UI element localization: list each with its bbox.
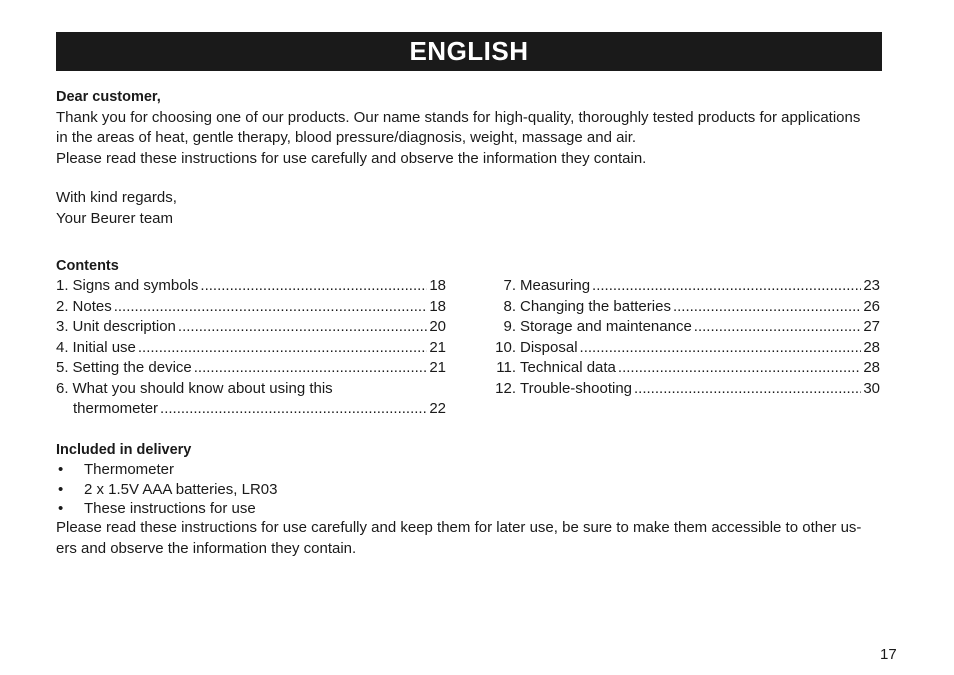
toc-entry[interactable] xyxy=(490,379,880,400)
toc-entry[interactable] xyxy=(490,358,880,379)
toc-entry-page: 28 xyxy=(863,359,880,376)
intro-line-1: Thank you for choosing one of our products. Our name stands for high-quality, thoroughly tested products for applications xyxy=(56,108,861,126)
toc-entry-page: 21 xyxy=(429,338,446,356)
intro-section xyxy=(56,87,906,169)
toc-entry[interactable] xyxy=(490,317,880,338)
toc-leader xyxy=(618,358,861,379)
language-banner xyxy=(56,32,882,71)
toc-entry[interactable] xyxy=(56,276,446,297)
intro-line-2: in the areas of heat, gentle therapy, blood pressure/diagnosis, weight, massage and air. xyxy=(56,129,637,146)
bullet-icon: • xyxy=(58,461,64,478)
toc-leader xyxy=(138,338,427,359)
toc-entry-number: 5. xyxy=(56,359,69,376)
toc-entry-number: 6. xyxy=(56,379,69,397)
toc-entry[interactable] xyxy=(56,317,446,338)
delivery-list xyxy=(56,460,277,519)
toc-entry[interactable] xyxy=(56,379,446,400)
toc-entry-label: Technical data xyxy=(520,359,616,376)
toc-entry-page: 27 xyxy=(863,318,880,335)
delivery-heading: Included in delivery xyxy=(56,442,192,458)
toc-entry-page: 28 xyxy=(863,338,880,356)
list-item xyxy=(56,460,277,480)
toc-entry-page: 26 xyxy=(863,297,880,315)
list-item xyxy=(56,499,277,519)
toc-entry-label: What you should know about using this xyxy=(72,379,333,397)
toc-left-column xyxy=(56,276,446,420)
toc-entry[interactable] xyxy=(56,358,446,379)
toc-entry-number: 9. xyxy=(503,318,516,335)
toc-leader xyxy=(200,276,427,297)
toc-entry[interactable] xyxy=(56,338,446,359)
bullet-icon: • xyxy=(58,500,64,517)
toc-entry-label: Initial use xyxy=(72,338,136,356)
toc-entry-label: Setting the device xyxy=(72,359,192,376)
toc-entry[interactable] xyxy=(490,276,880,297)
toc-entry-continuation[interactable] xyxy=(56,399,446,420)
contents-heading: Contents xyxy=(56,258,119,274)
regards-line-1: With kind regards, xyxy=(56,189,177,206)
list-item xyxy=(56,480,277,500)
regards-line-2: Your Beurer team xyxy=(56,209,174,227)
toc-entry-number: 2. xyxy=(56,297,69,315)
toc-entry-number: 7. xyxy=(503,277,516,294)
toc-entry-page: 23 xyxy=(863,277,880,294)
toc-entry[interactable] xyxy=(490,297,880,318)
toc-entry-label: Signs and symbols xyxy=(72,277,199,294)
toc-entry-number: 11. xyxy=(496,359,516,376)
toc-entry-label-continued: thermometer xyxy=(73,400,159,417)
toc-entry[interactable] xyxy=(56,297,446,318)
toc-entry-number: 8. xyxy=(503,297,516,315)
toc-leader xyxy=(673,297,861,318)
toc-entry-page: 22 xyxy=(429,400,446,417)
regards-section xyxy=(56,188,177,229)
toc-leader xyxy=(114,297,428,318)
page-number: 17 xyxy=(880,646,897,663)
toc-leader xyxy=(634,379,861,400)
list-item-text: 2 x 1.5V AAA batteries, LR03 xyxy=(84,480,278,498)
toc-entry-label: Trouble-shooting xyxy=(520,379,633,397)
toc-leader xyxy=(178,317,427,338)
toc-entry-label: Measuring xyxy=(520,277,591,294)
toc-entry[interactable] xyxy=(490,338,880,359)
toc-leader xyxy=(160,399,427,420)
toc-leader xyxy=(694,317,862,338)
toc-entry-page: 18 xyxy=(429,297,446,315)
toc-entry-label: Storage and maintenance xyxy=(520,318,692,335)
toc-entry-number: 10. xyxy=(495,338,516,356)
toc-right-column xyxy=(490,276,880,399)
toc-entry-page: 20 xyxy=(429,318,446,335)
toc-entry-number: 3. xyxy=(56,318,69,335)
closing-paragraph xyxy=(56,518,896,559)
toc-entry-number: 1. xyxy=(56,277,69,294)
list-item-text: Thermometer xyxy=(84,461,175,478)
toc-entry-number: 12. xyxy=(495,379,516,397)
toc-leader xyxy=(194,358,428,379)
toc-entry-label: Changing the batteries xyxy=(520,297,671,315)
page-title: ENGLISH xyxy=(409,36,529,66)
toc-entry-page: 30 xyxy=(863,379,880,397)
toc-entry-page: 21 xyxy=(429,359,446,376)
toc-leader xyxy=(592,276,861,297)
toc-leader xyxy=(580,338,862,359)
closing-line-2: ers and observe the information they contain. xyxy=(56,539,357,557)
toc-entry-label: Disposal xyxy=(520,338,578,356)
toc-entry-label: Unit description xyxy=(72,318,176,335)
bullet-icon: • xyxy=(58,480,64,498)
closing-line-1: Please read these instructions for use carefully and keep them for later use, be sure to make them accessible to other us- xyxy=(56,519,862,536)
toc-entry-page: 18 xyxy=(429,277,446,294)
toc-entry-label: Notes xyxy=(72,297,112,315)
list-item-text: These instructions for use xyxy=(84,500,256,517)
intro-line-3: Please read these instructions for use carefully and observe the information they contain. xyxy=(56,149,647,167)
salutation: Dear customer, xyxy=(56,89,161,105)
toc-entry-number: 4. xyxy=(56,338,69,356)
